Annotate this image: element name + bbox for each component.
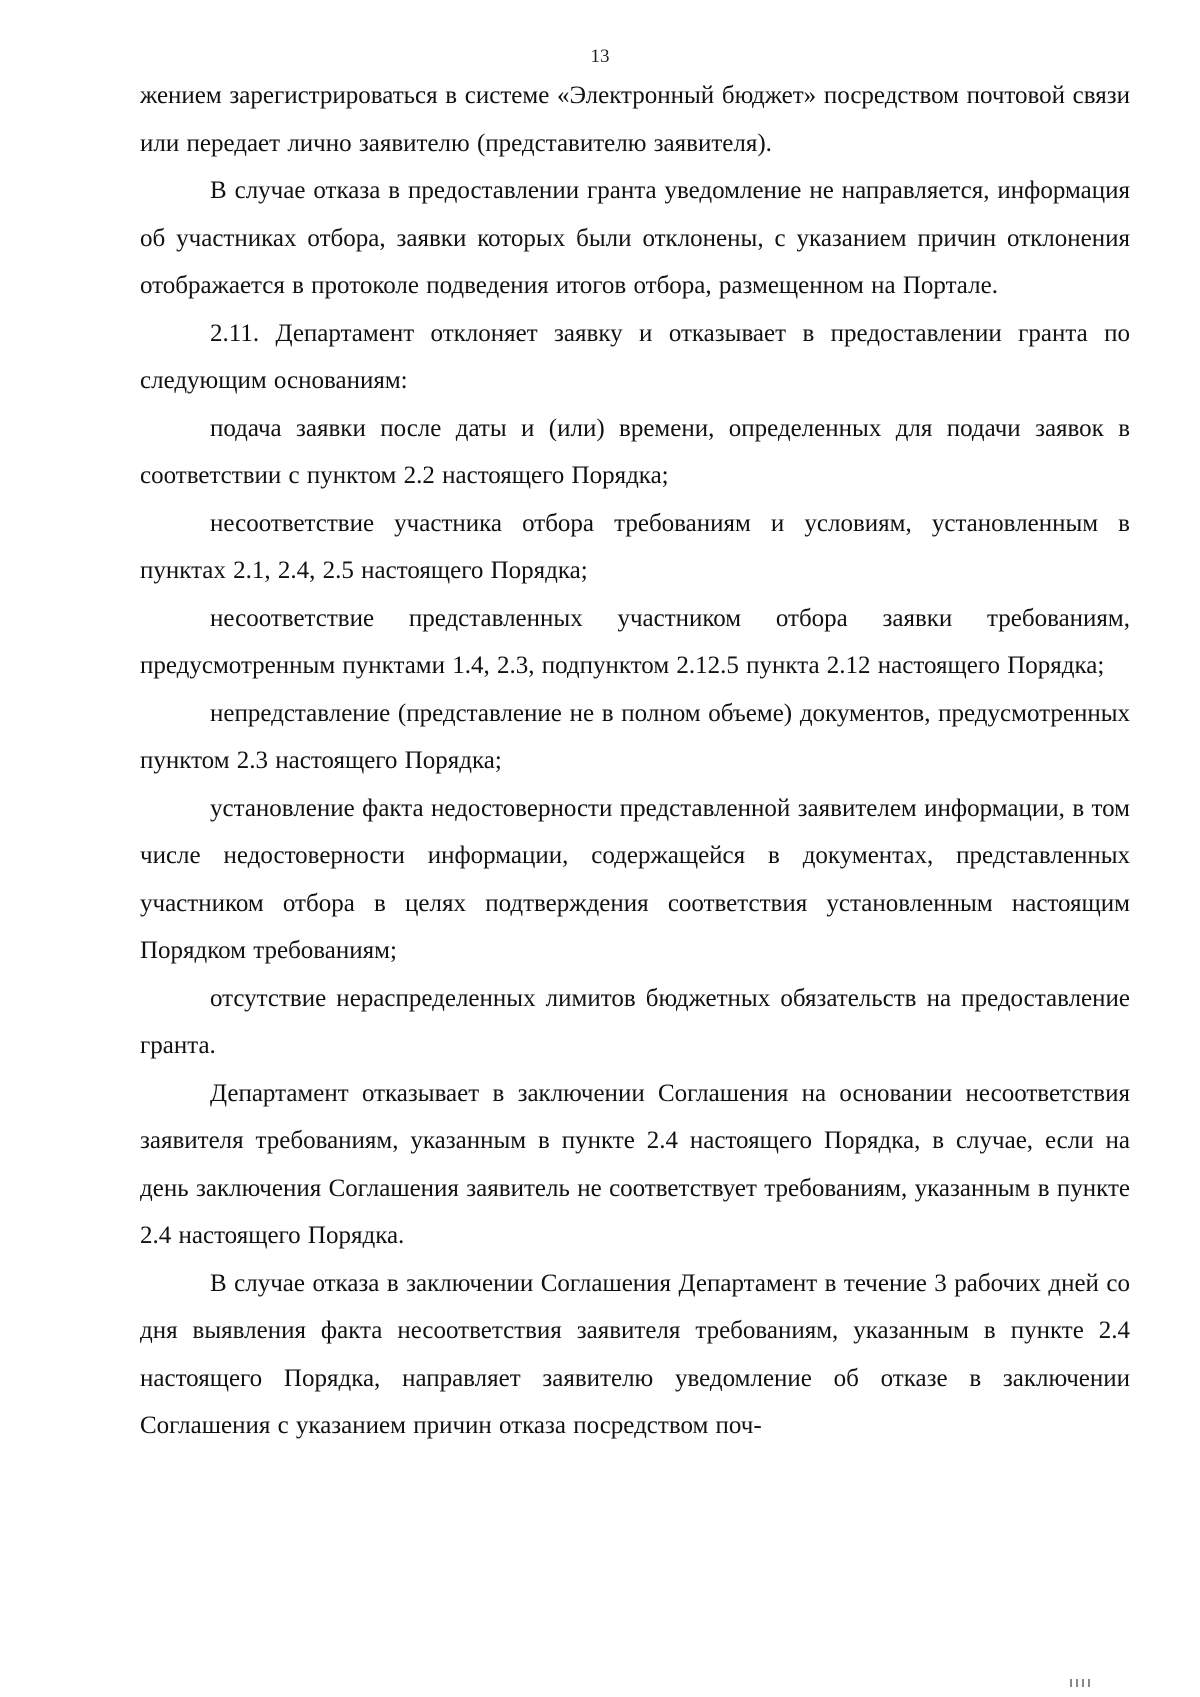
paragraph-continuation: жением зарегистрироваться в системе «Электронный бюджет» посредством почтовой связи или передает лично заявителю (представителю заявителя). bbox=[140, 82, 1130, 157]
paragraph-section-2-11: 2.11. Департамент отклоняет заявку и отказывает в предоставлении гранта по следующим основаниям: bbox=[140, 319, 1130, 394]
list-item-participant-noncompliance: несоответствие участника отбора требованиям и условиям, установленным в пунктах 2.1, 2.4, 2.5 настоящего Порядка; bbox=[140, 509, 1130, 584]
paragraph-agreement-refusal-notice: В случае отказа в заключении Соглашения Департамент в течение 3 рабочих дней со дня выявления факта несоответствия заявителя требованиям, указанным в пункте 2.4 настоящего Порядка, направляет заявителю уведомление об отказе в заключении Соглашения с указанием причин отказа посредством поч- bbox=[140, 1269, 1130, 1439]
list-item-missing-documents: непредставление (представление не в полном объеме) документов, предусмотренных пунктом 2.3 настоящего Порядка; bbox=[140, 699, 1130, 774]
list-item-no-budget-limits: отсутствие нераспределенных лимитов бюджетных обязательств на предоставление гранта. bbox=[140, 984, 1130, 1059]
list-item-false-information: установление факта недостоверности представленной заявителем информации, в том числе недостоверности информации, содержащейся в документах, представленных участником отбора в целях подтверждения соответствия установленным настоящим Порядком требованиям; bbox=[140, 794, 1130, 964]
paragraph-refusal-notification: В случае отказа в предоставлении гранта уведомление не направляется, информация об участниках отбора, заявки которых были отклонены, с указанием причин отклонения отображается в протоколе подведения итогов отбора, размещенном на Портале. bbox=[140, 177, 1130, 299]
scan-artifact bbox=[1070, 1679, 1110, 1687]
page-number: 13 bbox=[590, 46, 610, 67]
list-item-late-submission: подача заявки после даты и (или) времени, определенных для подачи заявок в соответствии с пунктом 2.2 настоящего Порядка; bbox=[140, 414, 1130, 489]
list-item-application-noncompliance: несоответствие представленных участником отбора заявки требованиям, предусмотренным пунктами 1.4, 2.3, подпунктом 2.12.5 пункта 2.12 настоящего Порядка; bbox=[140, 604, 1130, 679]
paragraph-agreement-refusal: Департамент отказывает в заключении Соглашения на основании несоответствия заявителя требованиям, указанным в пункте 2.4 настоящего Порядка, в случае, если на день заключения Соглашения заявитель не соответствует требованиям, указанным в пункте 2.4 настоящего Порядка. bbox=[140, 1079, 1130, 1249]
document-body bbox=[140, 72, 1130, 1450]
